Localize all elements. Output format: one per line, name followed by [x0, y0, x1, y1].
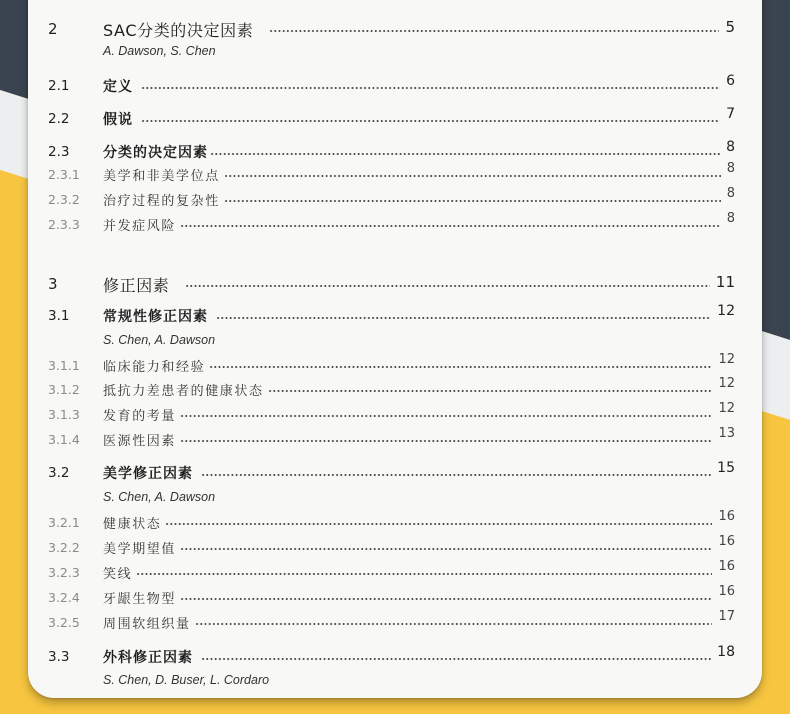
- section-authors: S. Chen, A. Dawson: [103, 333, 216, 347]
- toc-section: [48, 106, 735, 129]
- subsection-title: 笑线: [103, 566, 133, 582]
- dot-leader: [224, 199, 721, 203]
- page-number: 8: [726, 185, 735, 201]
- subsection-number: 2.3.1: [48, 166, 80, 182]
- dot-leader: [216, 316, 711, 320]
- dot-leader: [136, 572, 712, 576]
- page-number: 12: [718, 375, 735, 391]
- section-authors: S. Chen, D. Buser, L. Cordaro: [103, 673, 270, 687]
- subsection-number: 3.1.1: [48, 357, 80, 373]
- page-number: 12: [718, 400, 735, 416]
- toc-section: [48, 460, 735, 483]
- subsection-number: 3.2.1: [48, 514, 80, 530]
- subsection-title: 临床能力和经验: [103, 359, 206, 375]
- section-number: 2.1: [48, 78, 70, 94]
- subsection-number: 3.2.2: [48, 539, 80, 555]
- toc-section: [48, 303, 735, 326]
- dot-leader: [209, 365, 712, 369]
- subsection-number: 3.2.3: [48, 564, 80, 580]
- page-number: 5: [725, 18, 735, 36]
- subsection-title: 发育的考量: [103, 408, 177, 424]
- toc-subsection: [48, 533, 735, 557]
- toc-subsection: [48, 210, 735, 234]
- page-number: 16: [718, 558, 735, 574]
- page-number: 15: [717, 460, 735, 476]
- dot-leader: [165, 522, 712, 526]
- subsection-number: 3.2.4: [48, 589, 80, 605]
- subsection-title: 医源性因素: [103, 433, 177, 449]
- subsection-title: 治疗过程的复杂性: [103, 193, 220, 209]
- toc-subsection: [48, 608, 735, 632]
- subsection-title: 周围软组织量: [103, 616, 191, 632]
- section-title: 外科修正因素: [103, 650, 193, 666]
- section-number: 3.1: [48, 308, 70, 324]
- toc-section: [48, 73, 735, 96]
- page-number: 17: [718, 608, 735, 624]
- dot-leader: [141, 119, 720, 123]
- page-number: 8: [726, 139, 735, 155]
- subsection-number: 2.3.3: [48, 216, 80, 232]
- subsection-number: 3.2.5: [48, 614, 80, 630]
- section-title: 常规性修正因素: [103, 309, 208, 325]
- section-number: 2.3: [48, 144, 70, 160]
- section-number: 2.2: [48, 111, 70, 127]
- dot-leader: [201, 473, 711, 477]
- subsection-number: 3.1.2: [48, 381, 80, 397]
- dot-leader: [210, 152, 720, 156]
- page-number: 12: [718, 351, 735, 367]
- section-title: 美学修正因素: [103, 466, 193, 482]
- toc-section: [48, 644, 735, 667]
- page-number: 18: [717, 644, 735, 660]
- dot-leader: [268, 389, 713, 393]
- toc-subsection: [48, 558, 735, 582]
- page-number: 12: [717, 303, 735, 319]
- toc-subsection: [48, 160, 735, 184]
- dot-leader: [180, 414, 712, 418]
- section-authors: S. Chen, A. Dawson: [103, 490, 216, 504]
- section-title: 假说: [103, 112, 133, 128]
- chapter-authors: A. Dawson, S. Chen: [103, 44, 216, 58]
- toc-subsection: [48, 351, 735, 375]
- dot-leader: [180, 439, 712, 443]
- page-number: 16: [718, 508, 735, 524]
- chapter-number: 3: [48, 275, 58, 293]
- toc-chapter: [48, 19, 735, 39]
- subsection-title: 抵抗力差患者的健康状态: [103, 383, 264, 399]
- subsection-title: 美学期望值: [103, 541, 177, 557]
- section-number: 3.2: [48, 465, 70, 481]
- dot-leader: [224, 174, 721, 178]
- page-number: 16: [718, 533, 735, 549]
- toc-subsection: [48, 185, 735, 209]
- section-title: 分类的决定因素: [103, 145, 208, 161]
- dot-leader: [195, 622, 713, 626]
- subsection-number: 3.1.3: [48, 406, 80, 422]
- subsection-title: 美学和非美学位点: [103, 168, 220, 184]
- page-number: 7: [726, 106, 735, 122]
- page-number: 13: [718, 425, 735, 441]
- chapter-number: 2: [48, 20, 58, 38]
- dot-leader: [180, 224, 721, 228]
- dot-leader: [185, 284, 710, 288]
- toc-section: [48, 139, 735, 162]
- toc-subsection: [48, 508, 735, 532]
- section-title: 定义: [103, 79, 133, 95]
- dot-leader: [269, 29, 719, 33]
- dot-leader: [180, 547, 712, 551]
- subsection-title: 牙龈生物型: [103, 591, 177, 607]
- page-number: 8: [726, 160, 735, 176]
- subsection-number: 3.1.4: [48, 431, 80, 447]
- dot-leader: [180, 597, 712, 601]
- subsection-number: 2.3.2: [48, 191, 80, 207]
- toc-subsection: [48, 375, 735, 399]
- page-number: 6: [726, 73, 735, 89]
- page-number: 11: [715, 273, 735, 291]
- subsection-title: 并发症风险: [103, 218, 177, 234]
- dot-leader: [201, 657, 711, 661]
- chapter-title: SAC分类的决定因素: [103, 20, 254, 40]
- toc-subsection: [48, 400, 735, 424]
- subsection-title: 健康状态: [103, 516, 162, 532]
- toc-subsection: [48, 583, 735, 607]
- page-number: 8: [726, 210, 735, 226]
- section-number: 3.3: [48, 649, 70, 665]
- page-number: 16: [718, 583, 735, 599]
- dot-leader: [141, 86, 720, 90]
- chapter-title: 修正因素: [103, 275, 170, 295]
- toc-subsection: [48, 425, 735, 449]
- toc-chapter: [48, 274, 735, 294]
